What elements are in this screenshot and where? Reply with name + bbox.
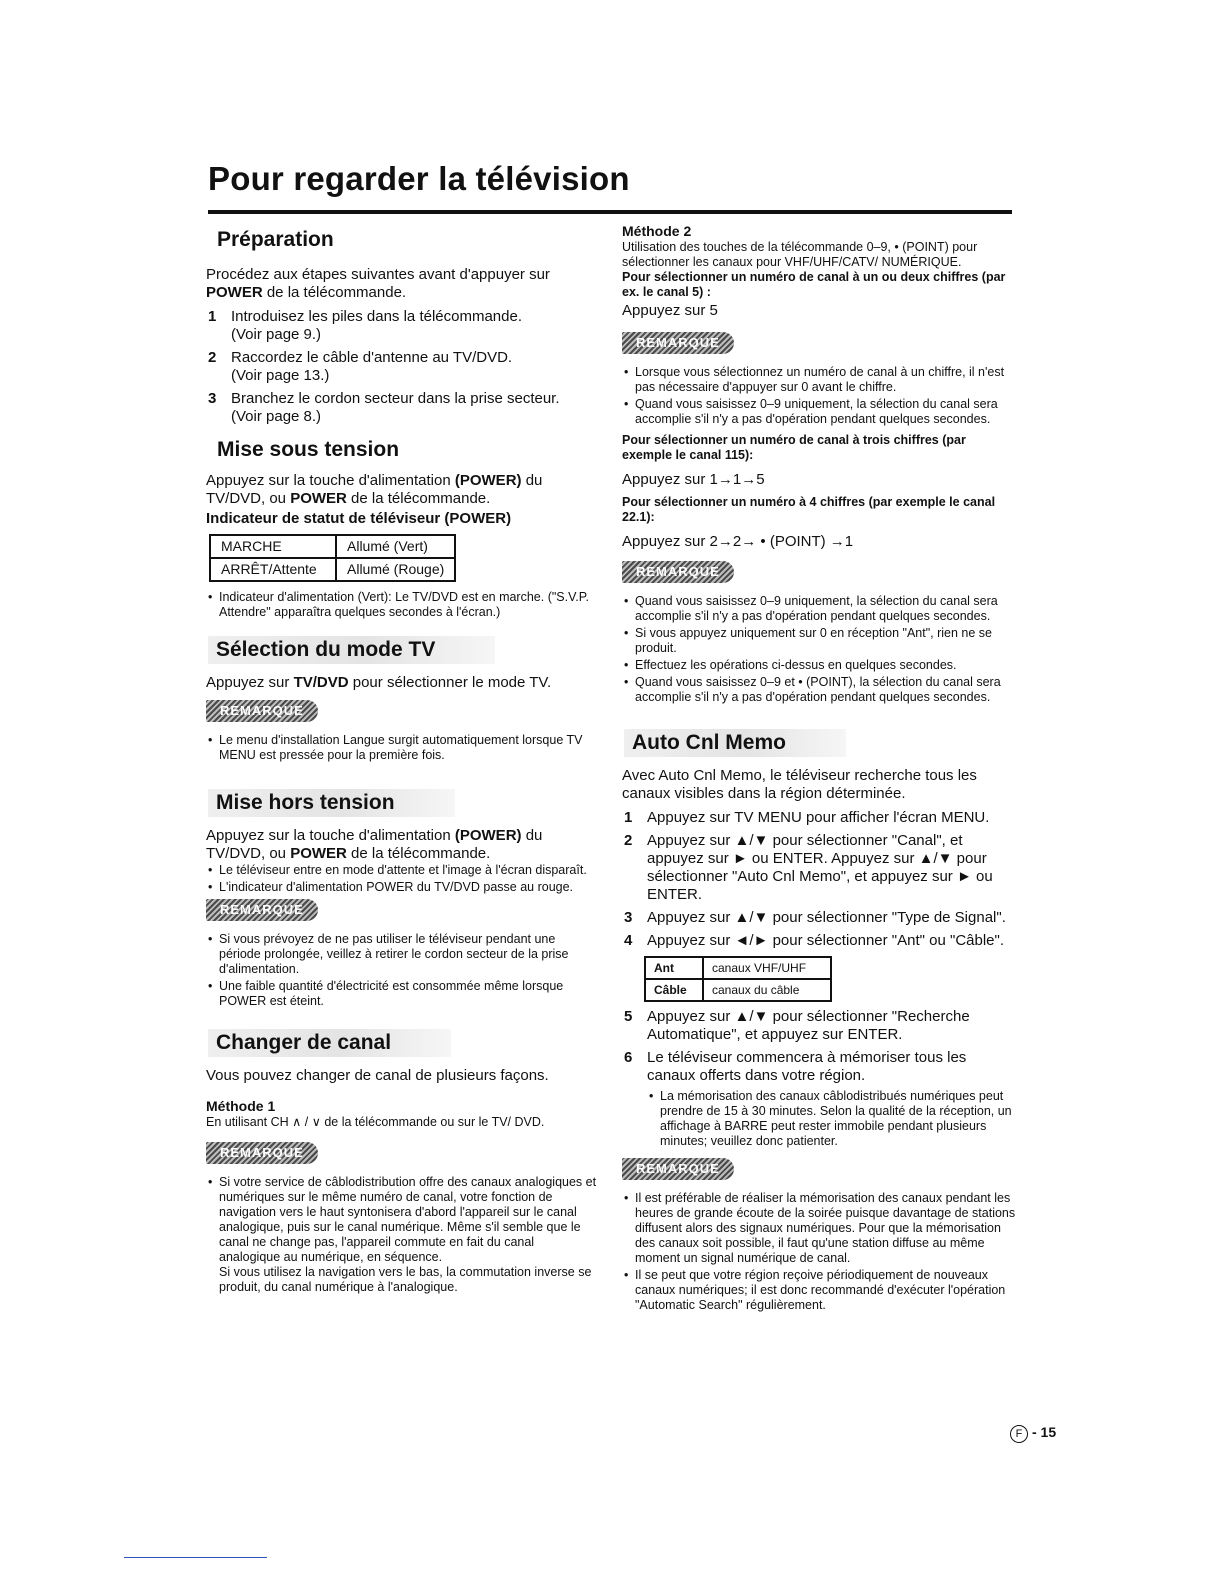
method2-sub1: Pour sélectionner un numéro de canal à un ou deux chiffres (par ex. le canal 5) : [622,270,1006,299]
left-column [206,222,598,1297]
method2-sub2: Pour sélectionner un numéro de canal à trois chiffres (par exemple le canal 115): [622,433,966,462]
auto-cnl-steps [622,809,1018,950]
remarque-badge: REMARQUE [622,1158,734,1180]
list-item: • Si vous prévoyez de ne pas utiliser le téléviseur pendant une période prolongée, veillez à retirer le cordon secteur de la prise d'alimentation. [206,932,598,977]
list-item: • Si vous appuyez uniquement sur 0 en réception "Ant", rien ne se produit. [622,626,1018,656]
remarque-badge: REMARQUE [622,332,734,354]
language-circle-icon: F [1010,1425,1028,1443]
step6-notes [647,1089,1018,1149]
title-rule [208,210,1012,214]
list-item: • Le menu d'installation Langue surgit automatiquement lorsque TV MENU est pressée pour la première fois. [206,733,598,763]
method1-title: Méthode 1 [206,1098,276,1114]
remarque-badge: REMARQUE [206,700,318,722]
list-item: • Si votre service de câblodistribution offre des canaux analogiques et numériques sur le même numéro de canal, votre fonction de navigation vers le haut syntonisera d'abord l'appareil sur le canal analogique, puis sur le canal numérique. Même s'il semble que le canal ne change pas, l'appareil commute en fait du canal analogique au numérique, en séquence. Si vous utilisez la navigation vers le bas, la commutation inverse se produit, du canal numérique à l'analogique. [206,1175,598,1295]
heading-tv-mode: Sélection du mode TV [208,636,495,664]
list-item: • L'indicateur d'alimentation POWER du TV/DVD passe au rouge. [206,880,598,895]
list-item: • Il est préférable de réaliser la mémorisation des canaux pendant les heures de grande écoute de la soirée puisque davantage de stations diffusent alors des signaux numériques. Pour que la mémorisation des canaux soit possible, il faut qu'une station diffuse au même moment un signal numérique de canal. [622,1191,1018,1266]
list-item: • Lorsque vous sélectionnez un numéro de canal à un chiffre, il n'est pas nécessaire d'appuyer sur 0 avant le chiffre. [622,365,1018,395]
channel-intro: Vous pouvez changer de canal de plusieurs façons. [206,1067,549,1084]
power-status-table [209,534,456,582]
power-on-notes [206,590,598,620]
list-item: 1 Introduisez les piles dans la télécommande. (Voir page 9.) [208,308,522,343]
list-item: • Indicateur d'alimentation (Vert): Le TV/DVD est en marche. ("S.V.P. Attendre" apparaîtra quelques secondes à l'écran.) [206,590,598,620]
remarque-badge: REMARQUE [206,1142,318,1164]
list-item: 1 Appuyez sur TV MENU pour afficher l'écran MENU. [624,809,990,826]
table-row: Ant canaux VHF/UHF [645,957,831,979]
power-on-text: Appuyez sur la touche d'alimentation (POWER) du TV/DVD, ou POWER de la télécommande. [206,472,543,507]
list-item: 3 Branchez le cordon secteur dans la prise secteur. (Voir page 8.) [208,390,560,425]
list-item: • Quand vous saisissez 0–9 uniquement, la sélection du canal sera accomplie s'il n'y a pas d'opération pendant quelques secondes. [622,594,1018,624]
heading-preparation: Préparation [217,228,334,251]
list-item: 6 Le téléviseur commencera à mémoriser tous les canaux offerts dans votre région. • La mémorisation des canaux câblodistribués numériques peut prendre de 15 à 30 minutes. Selon la qualité de la réception, un affichage à BARRE peut rester immobile pendant plusieurs minutes; veuillez donc patienter. [622,1049,1018,1149]
tv-mode-text: Appuyez sur TV/DVD pour sélectionner le mode TV. [206,674,552,691]
list-item: • Quand vous saisissez 0–9 uniquement, la sélection du canal sera accomplie s'il n'y a pas d'opération pendant quelques secondes. [622,397,1018,427]
list-item: 4 Appuyez sur ◄/► pour sélectionner "Ant" ou "Câble". [624,932,1005,949]
table-row: MARCHE Allumé (Vert) [210,535,455,558]
method2-press2: Appuyez sur 1→1→5 [622,471,765,488]
auto-cnl-notes [622,1191,1018,1313]
list-item: • Il se peut que votre région reçoive périodiquement de nouveaux canaux numériques; il est donc recommandé d'exécuter l'opération "Automatic Search" régulièrement. [622,1268,1018,1313]
list-item: 2 Appuyez sur ▲/▼ pour sélectionner "Canal", et appuyez sur ► ou ENTER. Appuyez sur ▲/▼ pour sélectionner "Auto Cnl Memo", et appuyez sur ► ou ENTER. [624,832,993,903]
auto-cnl-steps-2 [622,1008,1018,1149]
table-row: ARRÊT/Attente Allumé (Rouge) [210,558,455,581]
list-item: • Quand vous saisissez 0–9 et • (POINT), la sélection du canal sera accomplie s'il n'y a pas d'opération pendant quelques secondes. [622,675,1018,705]
method2-press3: Appuyez sur 2→2→ • (POINT) →1 [622,533,854,550]
method1-text: En utilisant CH ∧ / ∨ de la télécommande ou sur le TV/ DVD. [206,1115,545,1129]
indicator-title: Indicateur de statut de téléviseur (POWER) [206,510,512,527]
list-item: 5 Appuyez sur ▲/▼ pour sélectionner "Recherche Automatique", et appuyez sur ENTER. [624,1008,970,1043]
footer-line [124,1557,267,1558]
auto-cnl-intro: Avec Auto Cnl Memo, le téléviseur recherche tous les canaux visibles dans la région déterminée. [622,767,977,802]
method1-notes [206,1175,598,1295]
method2-notes2 [622,594,1018,705]
list-item: 2 Raccordez le câble d'antenne au TV/DVD. (Voir page 13.) [208,349,513,384]
method2-sub3: Pour sélectionner un numéro à 4 chiffres (par exemple le canal 22.1): [622,495,996,524]
tv-mode-notes [206,733,598,763]
page-title: Pour regarder la télévision [208,160,630,197]
page-number: F - 15 [1010,1424,1056,1443]
method2-text: Utilisation des touches de la télécommande 0–9, • (POINT) pour sélectionner les canaux pour VHF/UHF/CATV/ NUMÉRIQUE. [622,240,978,269]
heading-power-on: Mise sous tension [217,438,400,461]
power-off-notes [206,932,598,1009]
prep-intro: Procédez aux étapes suivantes avant d'appuyer sur POWER de la télécommande. [206,266,550,301]
list-item: • Le téléviseur entre en mode d'attente et l'image à l'écran disparaît. [206,863,598,878]
prep-steps [206,308,598,426]
power-off-text: Appuyez sur la touche d'alimentation (POWER) du TV/DVD, ou POWER de la télécommande. [206,827,543,862]
power-off-bullets [206,863,598,895]
list-item: 3 Appuyez sur ▲/▼ pour sélectionner "Type de Signal". [624,909,1006,926]
list-item: • La mémorisation des canaux câblodistribués numériques peut prendre de 15 à 30 minutes. Selon la qualité de la réception, un affichage à BARRE peut rester immobile pendant plusieurs minutes; veuillez donc patienter. [647,1089,1018,1149]
heading-auto-cnl-memo: Auto Cnl Memo [624,729,846,757]
method2-press1: Appuyez sur 5 [622,302,718,319]
heading-change-channel: Changer de canal [208,1029,451,1057]
list-item: • Une faible quantité d'électricité est consommée même lorsque POWER est éteint. [206,979,598,1009]
right-column [622,222,1018,1315]
table-row: Câble canaux du câble [645,979,831,1001]
list-item: • Effectuez les opérations ci-dessus en quelques secondes. [622,658,1018,673]
signal-type-table [644,956,832,1002]
method2-notes1 [622,365,1018,427]
method2-title: Méthode 2 [622,223,692,239]
heading-power-off: Mise hors tension [208,789,455,817]
remarque-badge: REMARQUE [206,899,318,921]
remarque-badge: REMARQUE [622,561,734,583]
